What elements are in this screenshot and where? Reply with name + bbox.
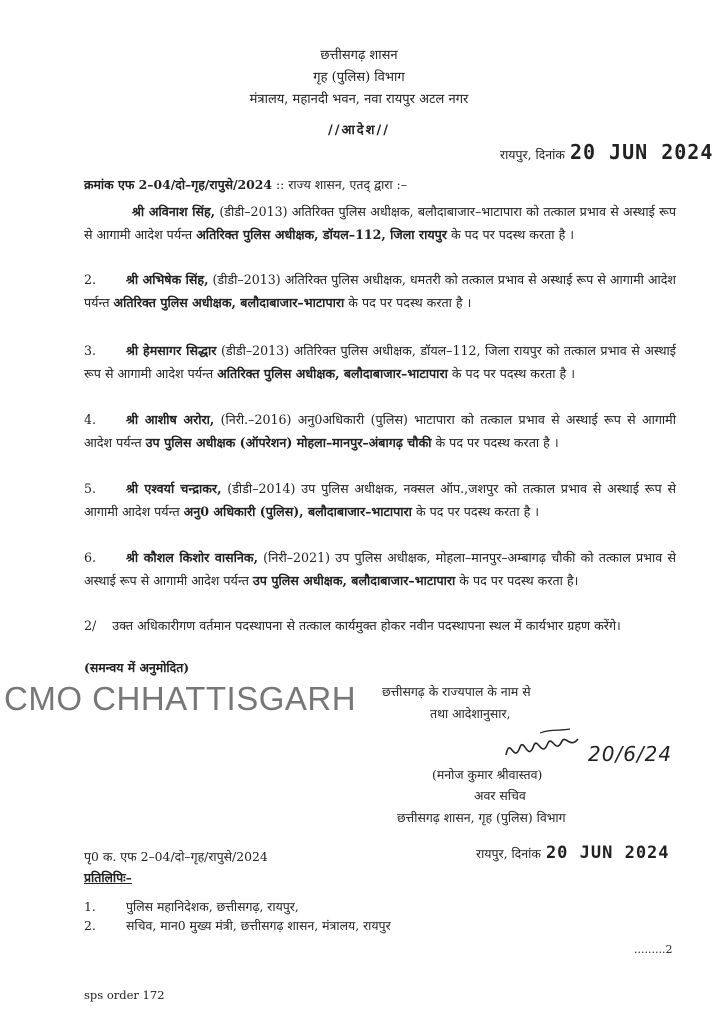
copy-item: 1. पुलिस महानिदेशक, छत्तीसगढ़, रायपुर, bbox=[84, 899, 299, 914]
footer-note: sps order 172 bbox=[84, 988, 165, 1002]
new-post: उप पुलिस अधीक्षक (ऑपरेशन) मोहला–मानपुर–अंबागढ़ चौकी bbox=[145, 435, 432, 450]
endorsement-date: 20 JUN 2024 bbox=[545, 843, 670, 863]
order-paragraph-2: 2. श्री अभिषेक सिंह, (डीडी–2013) अतिरिक्त पुलिस अधीक्षक, धमतरी को तत्काल प्रभाव से अस्थाई रूप से आगामी आदेश पर्यन्त अतिरिक्त पुलिस अधीक्षक, बलौदाबाजार–भाटापारा के पद पर पदस्थ करता है । bbox=[84, 272, 677, 310]
signatory-name: (मनोज कुमार श्रीवास्तव) bbox=[432, 767, 543, 782]
department-title: गृह (पुलिस) विभाग bbox=[313, 70, 405, 85]
signatory-designation: अवर सचिव bbox=[474, 788, 526, 803]
watermark: CMO CHHATTISGARH bbox=[4, 680, 357, 717]
signature-authority-1: छत्तीसगढ़ के राज्यपाल के नाम से bbox=[382, 684, 531, 699]
officer-name: श्री हेमसागर सिद्धार bbox=[126, 343, 217, 358]
endorsement-date-block bbox=[476, 843, 670, 863]
officer-name: श्री कौशल किशोर वासनिक, bbox=[126, 550, 258, 565]
ministry-address: मंत्रालय, महानदी भवन, नवा रायपुर अटल नगर bbox=[249, 92, 469, 107]
officer-name: श्री अभिषेक सिंह, bbox=[126, 272, 209, 287]
order-paragraph-6: 6. श्री कौशल किशोर वासनिक, (निरी–2021) उप पुलिस अधीक्षक, मोहला–मानपुर–अम्बागढ़ चौकी को तत्काल प्रभाव से अस्थाई रूप से आगामी आदेश पर्यन्त उप पुलिस अधीक्षक, बलौदाबाजार–भाटापारा के पद पर पदस्थ करता है। bbox=[84, 550, 676, 588]
new-post: अतिरिक्त पुलिस अधीक्षक, बलौदाबाजार–भाटापारा bbox=[113, 295, 345, 310]
date-stamp: 20 JUN 2024 bbox=[569, 140, 714, 164]
endorsement-number: पृ0 क. एफ 2–04/दो–गृह/रापुसे/2024 bbox=[84, 849, 268, 864]
page-continuation-marker: .........2 bbox=[634, 943, 673, 956]
reference-number: क्रमांक एफ 2–04/दो–गृह/रापुसे/2024 bbox=[84, 177, 273, 192]
order-paragraph-4: 4. श्री आशीष अरोरा, (निरी.–2016) अनु0अधिकारी (पुलिस) भाटापारा को तत्काल प्रभाव से अस्थाई रूप से आगामी आदेश पर्यन्त उप पुलिस अधीक्षक (ऑपरेशन) मोहला–मानपुर–अंबागढ़ चौकी के पद पर पदस्थ करता है । bbox=[84, 412, 676, 450]
new-post: अतिरिक्त पुलिस अधीक्षक, डॉयल–112, जिला रायपुर bbox=[196, 227, 447, 242]
new-post: उप पुलिस अधीक्षक, बलौदाबाजार–भाटापारा bbox=[252, 573, 456, 588]
reference-text: :: राज्य शासन, एतद् द्वारा :– bbox=[276, 177, 407, 192]
order-title: //आदेश// bbox=[327, 123, 391, 138]
signature-authority-2: तथा आदेशानुसार, bbox=[430, 706, 511, 721]
copy-to-label: प्रतिलिपिः– bbox=[84, 870, 132, 885]
new-post: अनु0 अधिकारी (पुलिस), बलौदाबाजार–भाटापारा bbox=[183, 504, 412, 519]
govt-title: छत्तीसगढ़ शासन bbox=[320, 48, 398, 63]
order-paragraph-5: 5. श्री एश्वर्या चन्द्राकर, (डीडी–2014) उप पुलिस अधीक्षक, नक्सल ऑप.,जशपुर को तत्काल प्रभाव से अस्थाई रूप से आगामी आदेश पर्यन्त अनु0 अधिकारी (पुलिस), बलौदाबाजार–भाटापारा के पद पर पदस्थ करता है । bbox=[84, 481, 676, 519]
order-paragraph-1: श्री अविनाश सिंह, (डीडी–2013) अतिरिक्त पुलिस अधीक्षक, बलौदाबाजार–भाटापारा को तत्काल प्रभाव से अस्थाई रूप से आगामी आदेश पर्यन्त अतिरिक्त पुलिस अधीक्षक, डॉयल–112, जिला रायपुर के पद पर पदस्थ करता है । bbox=[84, 204, 677, 242]
officer-name: श्री एश्वर्या चन्द्राकर, bbox=[126, 481, 222, 496]
copy-item: 2. सचिव, मान0 मुख्य मंत्री, छत्तीसगढ़ शासन, मंत्रालय, रायपुर bbox=[84, 918, 391, 933]
handwritten-date: 20/6/24 bbox=[588, 742, 673, 766]
officer-name: श्री अविनाश सिंह, bbox=[132, 204, 216, 219]
new-post: अतिरिक्त पुलिस अधीक्षक, बलौदाबाजार–भाटापारा bbox=[217, 366, 448, 381]
reference-line bbox=[84, 176, 407, 193]
date-place: रायपुर, दिनांक bbox=[500, 147, 565, 162]
endorsement-place: रायपुर, दिनांक bbox=[476, 846, 541, 861]
approval-note: (समन्वय में अनुमोदित) bbox=[84, 660, 190, 675]
officer-name: श्री आशीष अरोरा, bbox=[126, 412, 215, 427]
order-paragraph-3: 3. श्री हेमसागर सिद्धार (डीडी–2013) अतिरिक्त पुलिस अधीक्षक, डॉयल–112, जिला रायपुर को तत्काल प्रभाव से अस्थाई रूप से आगामी आदेश पर्यन्त अतिरिक्त पुलिस अधीक्षक, बलौदाबाजार–भाटापारा के पद पर पदस्थ करता है । bbox=[84, 343, 676, 381]
relieving-paragraph: 2/ उक्त अधिकारीगण वर्तमान पदस्थापना से तत्काल कार्यमुक्त होकर नवीन पदस्थापना स्थल में कार्यभार ग्रहण करेंगे। bbox=[84, 618, 621, 633]
signatory-department: छत्तीसगढ़ शासन, गृह (पुलिस) विभाग bbox=[397, 810, 566, 825]
date-block bbox=[500, 140, 713, 164]
